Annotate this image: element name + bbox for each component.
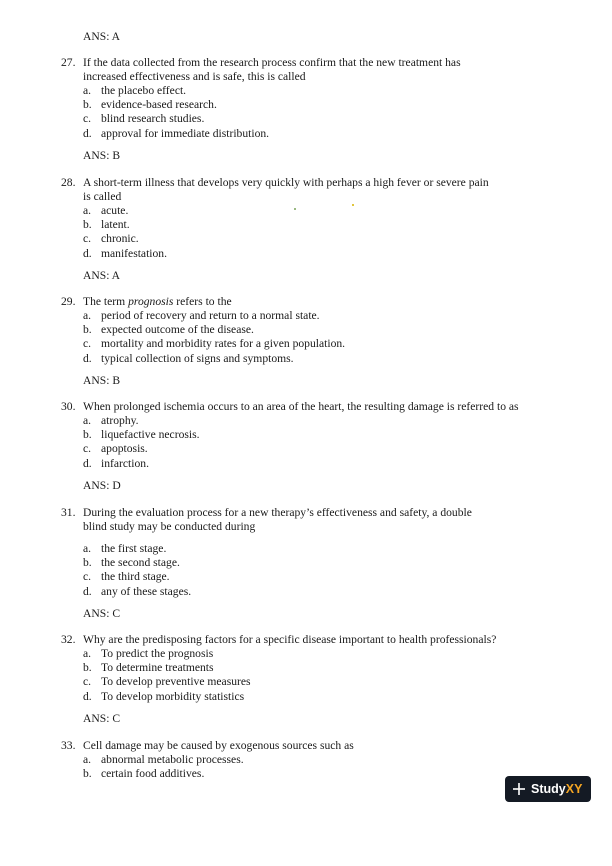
option-d: d. approval for immediate distribution. (83, 126, 270, 140)
question-text (83, 56, 553, 84)
question-text (83, 633, 563, 647)
option-a: a. acute. (83, 204, 129, 217)
studyxy-logo[interactable] (505, 776, 591, 802)
option-a: a. the placebo effect. (83, 84, 187, 97)
question-text-line: blind study may be conducted during (83, 520, 256, 534)
option-b: b. the second stage. (83, 556, 180, 570)
stray-dot (352, 204, 354, 206)
question-text-line: During the evaluation process for a new therapy’s effectiveness and safety, a double (83, 506, 472, 519)
option-a: a. period of recovery and return to a normal state. (83, 309, 320, 322)
question-text-line: increased effectiveness and is safe, this is called (83, 70, 306, 84)
emphasized-term: prognosis (128, 295, 174, 308)
question-text-line: is called (83, 190, 122, 204)
answer-28: ANS: A (83, 269, 121, 282)
options-list (83, 84, 269, 141)
options-list (83, 753, 244, 781)
logo-word-accent: XY (565, 782, 583, 796)
question-number: 29. (61, 295, 76, 308)
options-list (83, 204, 167, 261)
question-text (83, 176, 553, 204)
answer-32: ANS: C (83, 712, 121, 725)
option-d: d. typical collection of signs and symptoms. (83, 351, 294, 365)
option-c: c. mortality and morbidity rates for a given population. (83, 337, 346, 351)
answer-27: ANS: B (83, 149, 121, 162)
option-b: b. liquefactive necrosis. (83, 428, 200, 442)
option-c: c. chronic. (83, 232, 139, 246)
question-text-line: Why are the predisposing factors for a specific disease important to health professionals? (83, 633, 497, 646)
question-text: The term prognosis refers to the (83, 295, 232, 308)
question-text-line: Cell damage may be caused by exogenous sources such as (83, 739, 354, 752)
question-number: 33. (61, 739, 76, 752)
question-text (83, 400, 563, 414)
options-list (83, 309, 345, 366)
stray-dot (294, 208, 296, 210)
options-list (83, 647, 251, 704)
options-list (83, 414, 200, 471)
option-c: c. To develop preventive measures (83, 675, 251, 689)
question-text-line: When prolonged ischemia occurs to an area of the heart, the resulting damage is referred to as (83, 400, 519, 413)
logo-word-main: Study (531, 782, 566, 796)
answer-29: ANS: B (83, 374, 121, 387)
option-c: c. apoptosis. (83, 442, 148, 456)
option-d: d. any of these stages. (83, 584, 192, 598)
question-text (83, 506, 553, 534)
answer-31: ANS: C (83, 607, 121, 620)
option-d: d. To develop morbidity statistics (83, 689, 245, 703)
answer-30: ANS: D (83, 479, 121, 492)
question-text-line: If the data collected from the research process confirm that the new treatment has (83, 56, 461, 69)
option-c: c. blind research studies. (83, 112, 205, 126)
option-a: a. atrophy. (83, 414, 139, 427)
question-number: 27. (61, 56, 76, 69)
option-a: a. the first stage. (83, 542, 167, 555)
option-b: b. To determine treatments (83, 661, 214, 675)
option-b: b. expected outcome of the disease. (83, 323, 254, 337)
option-d: d. infarction. (83, 456, 149, 470)
option-b: b. evidence-based research. (83, 98, 217, 112)
option-a: a. To predict the prognosis (83, 647, 214, 660)
option-b: b. certain food additives. (83, 767, 205, 781)
question-number: 28. (61, 176, 76, 189)
option-c: c. the third stage. (83, 570, 170, 584)
question-text-line: A short-term illness that develops very quickly with perhaps a high fever or severe pain (83, 176, 489, 189)
question-number: 31. (61, 506, 76, 519)
question-number: 32. (61, 633, 76, 646)
question-text (83, 739, 553, 753)
options-list (83, 542, 191, 599)
question-number: 30. (61, 400, 76, 413)
option-b: b. latent. (83, 218, 130, 232)
plus-icon (513, 783, 525, 795)
option-d: d. manifestation. (83, 246, 168, 260)
answer-26: ANS: A (83, 30, 121, 43)
option-a: a. abnormal metabolic processes. (83, 753, 244, 766)
